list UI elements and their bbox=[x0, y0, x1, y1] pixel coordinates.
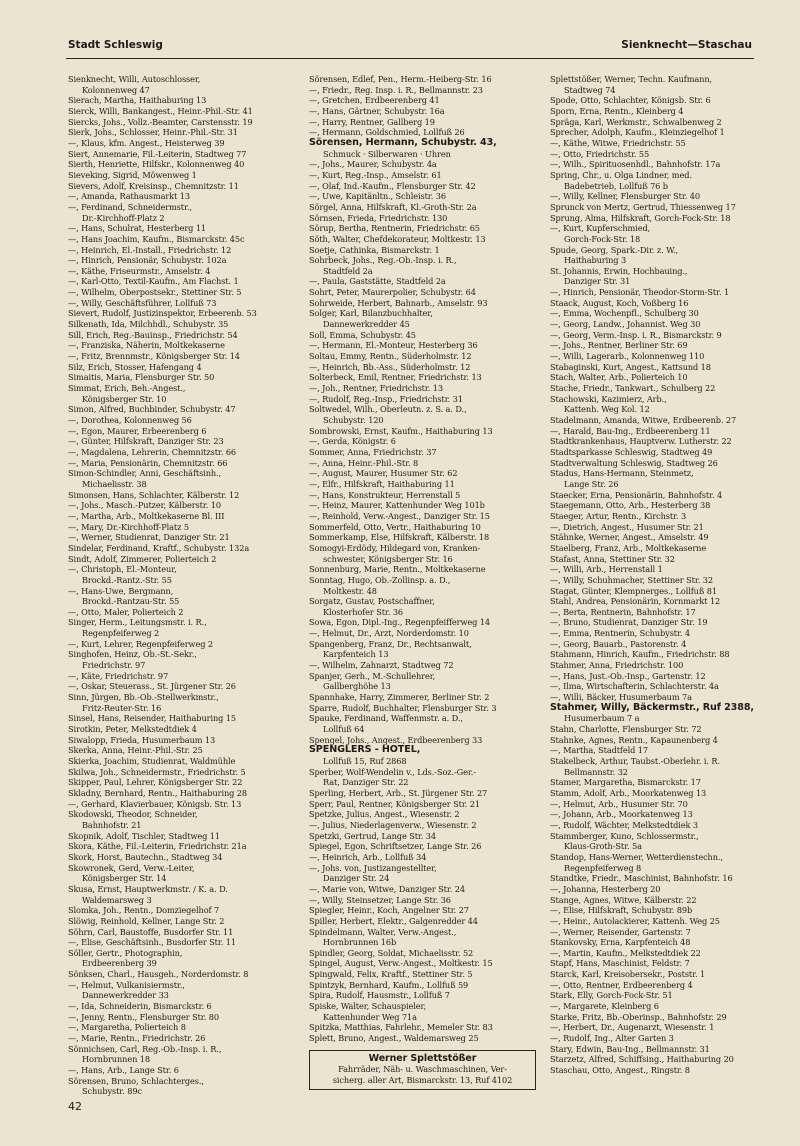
directory-entry: Sprunck von Mertz, Gertrud, Thiessenweg 17 bbox=[550, 201, 736, 212]
directory-entry: Spitzka, Matthias, Fahrlehr., Memeler Str. 83 bbox=[309, 1022, 493, 1033]
page-number: 42 bbox=[68, 1100, 82, 1113]
directory-entry: Solger, Karl, Bilanzbuchhalter, bbox=[309, 308, 433, 319]
directory-entry: Stadtsparkasse Schleswig, Stadtweg 49 bbox=[550, 446, 713, 457]
directory-entry: —, Willi, Bäcker, Husumerbaum 7a bbox=[550, 692, 692, 703]
directory-entry: Rat, Danziger Str. 22 bbox=[323, 777, 409, 788]
directory-entry: Sowa, Egon, Dipl.-Ing., Regenpfeifferweg 14 bbox=[309, 617, 490, 628]
directory-entry: Stahmer, Anna, Friedrichstr. 100 bbox=[550, 660, 684, 671]
directory-entry: Simaitis, Maria, Flensburger Str. 50 bbox=[68, 372, 215, 383]
directory-entry: Karpfenteich 13 bbox=[323, 649, 389, 660]
directory-entry: —, Margaretha, Polierteich 8 bbox=[68, 1022, 186, 1033]
directory-entry: Regenpfeiferweg 8 bbox=[564, 862, 642, 873]
directory-entry: —, Mary, Dr.-Kirchhoff-Platz 5 bbox=[68, 521, 189, 532]
ad-text: Fahrräder, Näh- u. Waschmaschinen, Ver- bbox=[338, 1064, 507, 1075]
directory-entry: —, Karl-Otto, Textil-Kaufm., Am Flachst. 1 bbox=[68, 276, 239, 287]
directory-entry: Sierck, Willi, Bankangest., Heinr.-Phil.-Str. 41 bbox=[68, 105, 253, 116]
directory-entry: Spingwald, Felix, Kraftf., Stettiner Str. 5 bbox=[309, 969, 473, 980]
directory-entry: Sörup, Bertha, Rentnerin, Friedrichstr. 65 bbox=[309, 223, 480, 234]
directory-entry: —, Paula, Gaststätte, Stadtfeld 2a bbox=[309, 276, 446, 287]
directory-entry: —, Johs., Rentner, Berliner Str. 69 bbox=[550, 340, 688, 351]
directory-entry: Badebetrieb, Lollfuß 76 b bbox=[564, 180, 668, 191]
directory-entry: Michaelisstr. 38 bbox=[82, 478, 147, 489]
directory-entry: —, Martha, Stadtfeld 17 bbox=[550, 745, 648, 756]
header-range: Sienknecht—Staschau bbox=[621, 39, 752, 51]
directory-entry: Stähnke, Werner, Angest., Amselstr. 49 bbox=[550, 532, 709, 543]
directory-entry: —, Heinrich, Bb.-Ass., Süderholmstr. 12 bbox=[309, 361, 471, 372]
directory-entry: —, Julius, Niederlagenverw., Wiesenstr. 2 bbox=[309, 819, 477, 830]
directory-entry: Staeger, Artur, Rentn., Kirchstr. 3 bbox=[550, 510, 687, 521]
directory-entry: —, Dietrich, Angest., Husumer Str. 21 bbox=[550, 521, 704, 532]
directory-entry: Stammberger, Kuno, Schlossermstr., bbox=[550, 830, 699, 841]
directory-entry: Silkenath, Ida, Milchhdl., Schubystr. 35 bbox=[68, 319, 229, 330]
directory-entry: Stamer, Margaretha, Bismarckstr. 17 bbox=[550, 777, 701, 788]
directory-entry: —, Johs. von, Justizangestellter, bbox=[309, 862, 437, 873]
directory-entry: —, Helmut, Vulkanisiermstr., bbox=[68, 979, 185, 990]
directory-entry: Staegemann, Otto, Arb., Hesterberg 38 bbox=[550, 500, 711, 511]
directory-entry: Stach, Walter, Arb., Polierteich 10 bbox=[550, 372, 688, 383]
directory-entry: Stadtkrankenhaus, Hauptverw. Lutherstr. 22 bbox=[550, 436, 732, 447]
directory-entry: —, Ilma, Wirtschafterin, Schlachterstr. 4a bbox=[550, 681, 719, 692]
directory-entry: —, Willy, Steinsetzer, Lange Str. 36 bbox=[309, 894, 451, 905]
directory-entry: —, Hans-Uwe, Bergmann, bbox=[68, 585, 174, 596]
advertisement-box bbox=[309, 1050, 536, 1090]
directory-entry: —, Egon, Maurer, Erbeerenberg 6 bbox=[68, 425, 207, 436]
directory-entry: —, Ida, Schneiderin, Bismarckstr. 6 bbox=[68, 1001, 212, 1012]
ad-text: sicherg. aller Art, Bismarckstr. 13, Ruf 4102 bbox=[332, 1075, 513, 1086]
directory-entry: Simon, Alfred, Buchbinder, Schubystr. 47 bbox=[68, 404, 236, 415]
directory-entry: Kattenhunder Weg 71a bbox=[323, 1011, 417, 1022]
directory-entry: Schmuck · Silberwaren · Uhren bbox=[323, 148, 451, 159]
directory-entry: —, Martha, Arb., Moltkekaserne Bl. III bbox=[68, 510, 225, 521]
directory-entry: Sonnenburg, Marie, Rentn., Moltkekaserne bbox=[309, 564, 486, 575]
directory-entry: —, Ferdinand, Schneidermstr., bbox=[68, 201, 192, 212]
directory-entry: —, Georg, Landw., Johannist. Weg 30 bbox=[550, 319, 701, 330]
directory-entry: Lange Str. 26 bbox=[564, 478, 619, 489]
directory-entry: Sperr, Paul, Rentner, Königsberger Str. 21 bbox=[309, 798, 480, 809]
directory-entry: Skilwa, Joh., Schneidermstr., Friedrichstr. 5 bbox=[68, 766, 246, 777]
directory-entry: —, Oskar, Steuerass., St. Jürgener Str. 26 bbox=[68, 681, 236, 692]
directory-entry: —, Helmut, Arb., Husumer Str. 70 bbox=[550, 798, 688, 809]
directory-entry: Spode, Otto, Schlachter, Königsb. Str. 6 bbox=[550, 95, 711, 106]
directory-entry: Stapf, Hans, Maschinist, Feldstr. 7 bbox=[550, 958, 690, 969]
directory-entry: Sinn, Jürgen, Bb.-Ob.-Stellwerkmstr., bbox=[68, 692, 219, 703]
directory-entry: —, Emma, Wochenpfl., Schulberg 30 bbox=[550, 308, 699, 319]
directory-entry: Königsberger Str. 10 bbox=[82, 393, 167, 404]
directory-entry: —, Heinrich, Arb., Lollfuß 34 bbox=[309, 851, 427, 862]
directory-entry: Sommerfeld, Otto, Vertr., Haithaburing 10 bbox=[309, 521, 481, 532]
directory-entry: Kattenh. Weg Kol. 12 bbox=[564, 404, 650, 415]
directory-entry: —, Marie, Rentn., Friedrichstr. 26 bbox=[68, 1033, 206, 1044]
directory-entry: Singer, Herm., Leitungsmstr. i. R., bbox=[68, 617, 207, 628]
directory-entry: Sombrowski, Ernst, Kaufm., Haithaburing 13 bbox=[309, 425, 493, 436]
directory-entry: Soltwedel, Wilh., Oberleutn. z. S. a. D., bbox=[309, 404, 467, 415]
directory-entry: Stahl, Andrea, Pensionärin, Kornmarkt 12 bbox=[550, 596, 721, 607]
directory-entry: Spannhake, Harry, Zimmerer, Berliner Str. 2 bbox=[309, 692, 490, 703]
directory-entry: Spindelmann, Walter, Verw.-Angest., bbox=[309, 926, 457, 937]
directory-entry: Simmat, Erich, Beh.-Angest., bbox=[68, 383, 186, 394]
directory-entry: —, Elfr., Hilfskraft, Haithaburing 11 bbox=[309, 478, 455, 489]
directory-entry: Moltkestr. 48 bbox=[323, 585, 377, 596]
directory-entry: Sparre, Rudolf, Buchhalter, Flensburger Str. 3 bbox=[309, 702, 497, 713]
directory-entry: Sönnichsen, Carl, Reg.-Ob.-Insp. i. R., bbox=[68, 1043, 222, 1054]
directory-entry: —, Johs., Masch.-Putzer, Kälberstr. 10 bbox=[68, 500, 221, 511]
directory-entry: Sörensen, Edlef, Pen., Herm.-Heiberg-Str. 16 bbox=[309, 74, 492, 84]
directory-entry: —, Friedr., Reg. Insp. i. R., Bellmannstr. 23 bbox=[309, 84, 483, 95]
directory-entry: —, Joh., Rentner, Friedrichstr. 13 bbox=[309, 383, 444, 394]
directory-entry: —, Otto, Friedrichstr. 55 bbox=[550, 148, 650, 159]
directory-entry: —, Hinrich, Pensionär, Schubystr. 102a bbox=[68, 255, 227, 266]
directory-entry: Spintzyk, Bernhard, Kaufm., Lollfuß 59 bbox=[309, 979, 469, 990]
directory-entry: —, Johs., Maurer, Schubystr. 4a bbox=[309, 159, 437, 170]
directory-entry: Staschau, Otto, Angest., Ringstr. 8 bbox=[550, 1065, 690, 1076]
directory-entry: Sindt, Adolf, Zimmerer, Polierteich 2 bbox=[68, 553, 217, 564]
directory-entry: —, Hans, Gärtner, Schubystr. 16a bbox=[309, 105, 445, 116]
directory-entry: schwester, Königsberger Str. 16 bbox=[323, 553, 453, 564]
directory-entry: —, Willi, Arb., Herrenstall 1 bbox=[550, 564, 663, 575]
directory-entry: Splettstößer, Werner, Techn. Kaufmann, bbox=[550, 74, 712, 84]
directory-entry: Königsberger Str. 14 bbox=[82, 873, 167, 884]
directory-entry: —, Hermann, Goldschmied, Lollfuß 26 bbox=[309, 127, 465, 138]
directory-entry: Stahn, Charlotte, Flensburger Str. 72 bbox=[550, 724, 702, 735]
directory-entry: Stadtweg 74 bbox=[564, 84, 616, 95]
directory-entry: —, Johanna, Hesterberg 20 bbox=[550, 883, 661, 894]
directory-entry: Stamm, Adolf, Arb., Moorkatenweg 13 bbox=[550, 787, 707, 798]
directory-entry-bold: Sörensen, Hermann, Schubystr. 43, bbox=[309, 136, 497, 148]
directory-entry: —, Otto, Rentner, Erdbeerenberg 4 bbox=[550, 979, 693, 990]
directory-entry: Siwalopp, Frieda, Husumerbaum 13 bbox=[68, 734, 216, 745]
directory-entry: Stachowski, Kazimierz, Arb., bbox=[550, 393, 667, 404]
directory-entry: Sirotkin, Peter, Melkstedtdiek 4 bbox=[68, 724, 197, 735]
directory-entry: —, Dorothea, Kolonnenweg 56 bbox=[68, 415, 192, 425]
directory-entry: Skierka, Joachim, Studienrat, Waldmühle bbox=[68, 756, 236, 766]
directory-entry: Dr.-Kirchhoff-Platz 2 bbox=[82, 212, 165, 223]
directory-entry: —, Marie von, Witwe, Danziger Str. 24 bbox=[309, 883, 465, 894]
directory-entry: —, Amanda, Rathausmarkt 13 bbox=[68, 191, 190, 202]
directory-entry: Dannewerkredder 33 bbox=[82, 990, 169, 1001]
directory-entry: Splett, Bruno, Angest., Waldemarsweg 25 bbox=[309, 1033, 479, 1044]
directory-entry: Standop, Hans-Werner, Wetterdienstechn., bbox=[550, 851, 723, 862]
directory-entry: —, Georg, Verm.-Insp. i. R., Bismarckstr. 9 bbox=[550, 329, 722, 340]
directory-entry: Stange, Agnes, Witwe, Kälberstr. 22 bbox=[550, 894, 697, 905]
directory-entry: Sonntag, Hugo, Ob.-Zollinsp. a. D., bbox=[309, 574, 451, 585]
ad-title: Werner Splettstößer bbox=[368, 1052, 477, 1064]
directory-entry: Klosterhofer Str. 36 bbox=[323, 606, 404, 617]
directory-entry: —, Käthe, Witwe, Friedrichstr. 55 bbox=[550, 137, 686, 148]
directory-entry: Danziger Str. 24 bbox=[323, 873, 390, 884]
directory-entry: Skladny, Bernhard, Rentn., Haithaburing 28 bbox=[68, 787, 248, 798]
directory-entry: Waldemarsweg 3 bbox=[82, 894, 152, 905]
directory-entry: Soltau, Emmy, Rentn., Süderholmstr. 12 bbox=[309, 351, 472, 362]
directory-entry: —, Johann, Arb., Moorkatenweg 13 bbox=[550, 809, 693, 820]
directory-entry: —, Harry, Rentner, Gallberg 19 bbox=[309, 116, 435, 127]
directory-entry: —, Hans Joachim, Kaufm., Bismarckstr. 45c bbox=[68, 233, 245, 244]
directory-entry: —, Herbert, Dr., Augenarzt, Wiesenstr. 1 bbox=[550, 1022, 715, 1033]
directory-entry: Sohrbeck, Johs., Reg.-Ob.-Insp. i. R., bbox=[309, 255, 457, 266]
directory-entry: Söth, Walter, Chefdekorateur, Moltkestr. 13 bbox=[309, 233, 486, 244]
directory-entry: —, Heinz, Maurer, Kattenhunder Weg 101b bbox=[309, 500, 485, 511]
directory-entry: —, Hermann, El.-Monteur, Hesterberg 36 bbox=[309, 340, 478, 351]
directory-entry: —, Heinrich, El.-Install., Friedrichstr. 12 bbox=[68, 244, 232, 255]
directory-entry: Starke, Fritz, Bb.-Oberinsp., Bahnhofstr. 29 bbox=[550, 1011, 727, 1022]
directory-entry: —, Rudolf, Ing., Alter Garten 3 bbox=[550, 1033, 674, 1044]
directory-entry: Spiegel, Egon, Schriftsetzer, Lange Str. 26 bbox=[309, 841, 482, 852]
directory-entry: —, Helmut, Dr., Arzt, Norderdomstr. 10 bbox=[309, 628, 469, 639]
directory-entry: Spetzke, Julius, Angest., Wiesenstr. 2 bbox=[309, 809, 460, 820]
directory-entry: —, Willy, Schuhmacher, Stettiner Str. 32 bbox=[550, 574, 713, 585]
directory-entry: Hornbrunnen 18 bbox=[82, 1054, 150, 1065]
directory-entry: —, Hans, Konstrukteur, Herrenstall 5 bbox=[309, 489, 461, 500]
directory-entry: Spiller, Herbert, Elektr., Galgenredder 44 bbox=[309, 915, 478, 926]
directory-entry: Sierk, Johs., Schlosser, Heinr.-Phil.-Str. 31 bbox=[68, 127, 238, 138]
directory-entry: —, Rudolf, Wächter, Melkstedtdiek 3 bbox=[550, 819, 699, 830]
directory-entry: Staecker, Erna, Pensionärin, Bahnhofstr. 4 bbox=[550, 489, 723, 500]
directory-entry: Solterbeck, Emil, Rentner, Friedrichstr. 13 bbox=[309, 372, 482, 383]
directory-entry: Sperber, Wolf-Wendelin v., Lds.-Soz.-Ger.- bbox=[309, 766, 476, 777]
directory-entry: —, Hans, Schulrat, Hesterberg 11 bbox=[68, 223, 207, 234]
directory-entry: Sievert, Rudolf, Justizinspektor, Erbeerenb. 53 bbox=[68, 308, 257, 319]
directory-entry: Sprecher, Adolph, Kaufm., Kleinziegelhof 1 bbox=[550, 127, 725, 138]
directory-entry: Simon-Schindler, Anni, Geschäftsinh., bbox=[68, 468, 222, 479]
directory-entry: Skipper, Paul, Lehrer, Königsberger Str. 22 bbox=[68, 777, 243, 788]
directory-entry: —, Hans, Just.-Ob.-Insp., Gartenstr. 12 bbox=[550, 670, 706, 681]
directory-entry: Slöwig, Reinhold, Kellner, Lange Str. 2 bbox=[68, 915, 225, 926]
directory-entry: —, Anna, Heinr.-Phil.-Str. 8 bbox=[309, 457, 419, 468]
directory-entry: Söhrn, Carl, Baustoffe, Busdorfer Str. 11 bbox=[68, 926, 234, 937]
directory-entry: —, Kurt, Reg.-Insp., Amselstr. 61 bbox=[309, 169, 442, 180]
directory-entry: Sporn, Erna, Rentn., Kleinberg 4 bbox=[550, 105, 684, 116]
directory-entry: —, Käthe, Friseurmstr., Amselstr. 4 bbox=[68, 265, 211, 276]
directory-entry: —, Olaf, Ind.-Kaufm., Flensburger Str. 42 bbox=[309, 180, 476, 191]
directory-entry: Spanjer, Gerh., M.-Schullehrer, bbox=[309, 670, 436, 681]
directory-entry: —, Reinhold, Verw.-Angest., Danziger Str. 15 bbox=[309, 510, 490, 521]
directory-entry: Lollfuß 64 bbox=[323, 724, 365, 735]
directory-entry: —, Wilhelm, Zahnarzt, Stadtweg 72 bbox=[309, 660, 454, 671]
directory-entry: Skusa, Ernst, Hauptwerkmstr. / K. a. D. bbox=[68, 883, 228, 894]
directory-entry: Stache, Friedr., Tankwart., Schulberg 22 bbox=[550, 383, 716, 394]
directory-entry-bold: SPENGLERS - HOTEL, bbox=[309, 744, 421, 756]
directory-entry: Söller, Gertr., Photographin, bbox=[68, 947, 183, 958]
directory-entry: Spräga, Karl, Werkmstr., Schwalbenweg 2 bbox=[550, 116, 722, 127]
directory-entry: Stadus, Hans-Hermann, Steinmetz, bbox=[550, 468, 694, 479]
directory-entry: —, Wilh., Spirituosenhdl., Bahnhofstr. 17a bbox=[550, 159, 721, 170]
directory-entry: Regenpfeiferweg 2 bbox=[82, 628, 160, 639]
directory-entry: Starzetz, Alfred, Schiffsing., Haithaburing 20 bbox=[550, 1054, 734, 1065]
directory-entry: Sohrt, Peter, Maurerpolier, Schubystr. 64 bbox=[309, 287, 476, 298]
directory-entry: Spude, Georg, Spark.-Dir. z. W., bbox=[550, 244, 678, 255]
directory-entry: Skopnik, Adolf, Tischler, Stadtweg 11 bbox=[68, 830, 220, 841]
directory-entry: Sörnsen, Frieda, Friedrichstr. 130 bbox=[309, 212, 448, 223]
directory-entry: Sierach, Martha, Haithaburing 13 bbox=[68, 95, 207, 106]
directory-entry: —, Kurt, Lehrer, Regenpfeiferweg 2 bbox=[68, 638, 213, 649]
directory-entry: —, Otto, Maler, Polierteich 2 bbox=[68, 606, 184, 617]
directory-entry: Skodowski, Theodor, Schneider, bbox=[68, 809, 198, 820]
directory-entry: —, Jenny, Rentn., Flensburger Str. 80 bbox=[68, 1011, 219, 1022]
directory-entry: Sohrweide, Herbert, Bahnarb., Amselstr. 93 bbox=[309, 297, 488, 308]
directory-entry: Simonsen, Hans, Schlachter, Kälberstr. 12 bbox=[68, 489, 240, 500]
directory-entry: —, Willy, Kellner, Flensburger Str. 40 bbox=[550, 191, 700, 202]
directory-entry: Skora, Käthe, Fil.-Leiterin, Friedrichstr. 21a bbox=[68, 841, 247, 852]
directory-entry: Spindler, Georg, Soldat, Michaelisstr. 52 bbox=[309, 947, 474, 958]
directory-entry: —, Elise, Hilfskraft, Schubystr. 89b bbox=[550, 905, 693, 916]
directory-column-2 bbox=[309, 74, 542, 1086]
directory-entry: Staelberg, Franz, Arb., Moltkekaserne bbox=[550, 542, 707, 553]
directory-entry: Stadelmann, Amanda, Witwe, Erdbeerenb. 27 bbox=[550, 415, 737, 425]
directory-entry: Stary, Edwin, Bau-Ing., Bellmannstr. 31 bbox=[550, 1043, 710, 1054]
directory-entry: Standtke, Friedr., Maschinist, Bahnhofstr. 16 bbox=[550, 873, 733, 884]
directory-entry: —, Wilhelm, Oberpostsekr., Stettiner Str. 5 bbox=[68, 287, 242, 298]
directory-entry: Sönksen, Charl., Hausgeh., Norderdomstr. 8 bbox=[68, 969, 249, 980]
directory-entry: —, Günter, Hilfskraft, Danziger Str. 23 bbox=[68, 436, 224, 447]
directory-entry: Spring, Chr., u. Olga Lindner, med. bbox=[550, 169, 692, 180]
directory-column-3 bbox=[550, 74, 782, 1078]
directory-entry: Stark, Elly, Gorch-Fock-Str. 51 bbox=[550, 990, 673, 1001]
directory-entry: Sierth, Henriette, Hilfskr., Kolonnenweg 40 bbox=[68, 159, 245, 170]
directory-entry: Brockd.-Rantz.-Str. 55 bbox=[82, 574, 172, 585]
directory-entry: Singhofen, Heinz, Ob.-St.-Sekr., bbox=[68, 649, 197, 660]
directory-entry: Siercks, Johs., Vollz.-Beamter, Carstensstr. 19 bbox=[68, 116, 253, 127]
directory-entry: Haithaburing 3 bbox=[564, 255, 627, 266]
directory-entry: Bellmannstr. 32 bbox=[564, 766, 628, 777]
directory-entry: Spetzki, Gertrud, Lange Str. 34 bbox=[309, 830, 437, 841]
directory-entry: —, Gerda, Königstr. 6 bbox=[309, 436, 396, 447]
directory-entry: Spiske, Walter, Schauspieler, bbox=[309, 1001, 426, 1012]
directory-entry: —, Kurt, Kupferschmied, bbox=[550, 223, 651, 234]
directory-entry: —, Berta, Rentnerin, Bahnhofstr. 17 bbox=[550, 606, 696, 617]
directory-entry: Hornbrunnen 16b bbox=[323, 937, 397, 948]
directory-entry: —, Werner, Studienrat, Danziger Str. 21 bbox=[68, 532, 230, 543]
directory-entry: Staack, August, Koch, Voßberg 16 bbox=[550, 297, 689, 308]
directory-entry: —, Emma, Rentnerin, Schubystr. 4 bbox=[550, 628, 691, 639]
directory-entry: —, Rudolf, Reg.-Insp., Friedrichstr. 31 bbox=[309, 393, 463, 404]
directory-entry: Sörensen, Bruno, Schlachterges., bbox=[68, 1075, 204, 1086]
running-header bbox=[68, 39, 752, 55]
directory-entry: Stakelbeck, Arthur, Taubst.-Oberlehr. i. R. bbox=[550, 756, 720, 766]
directory-entry: Gallberghöhe 13 bbox=[323, 681, 391, 692]
directory-entry: —, Uwe, Kapitänltn., Schleistr. 36 bbox=[309, 191, 446, 202]
directory-entry: —, Harald, Bau-Ing., Erdbeerenberg 11 bbox=[550, 425, 711, 436]
header-rule bbox=[66, 58, 754, 59]
directory-entry: Stabaginski, Kurt, Angest., Kattsund 18 bbox=[550, 361, 711, 372]
directory-entry: Sievers, Adolf, Kreisinsp., Chemnitzstr. 11 bbox=[68, 180, 239, 191]
directory-entry: —, Martin, Kaufm., Melkstedtdiek 22 bbox=[550, 947, 701, 958]
directory-entry: —, Christoph, El.-Monteur, bbox=[68, 564, 177, 575]
directory-entry-bold: Stahmer, Willy, Bäckermstr., Ruf 2388, bbox=[550, 701, 754, 713]
directory-entry: —, Willy, Geschäftsführer, Lollfuß 73 bbox=[68, 297, 217, 308]
directory-entry: Fritz-Reuter-Str. 16 bbox=[82, 702, 162, 713]
directory-entry: —, Hinrich, Pensionär, Theodor-Storm-Str. 1 bbox=[550, 287, 730, 298]
directory-entry: Danziger Str. 31 bbox=[564, 276, 631, 287]
directory-entry: Erdbeerenberg 39 bbox=[82, 958, 157, 969]
directory-entry: Sill, Erich, Reg.-Bauinsp., Friedrichstr. 54 bbox=[68, 329, 238, 340]
directory-entry: Silz, Erich, Stosser, Hafengang 4 bbox=[68, 361, 202, 372]
directory-entry: Spangenberg, Franz, Dr., Rechtsanwalt, bbox=[309, 638, 472, 649]
directory-entry: —, Bruno, Studienrat, Danziger Str. 19 bbox=[550, 617, 708, 628]
directory-entry: Spira, Rudolf, Hausmstr., Lollfuß 7 bbox=[309, 990, 450, 1001]
directory-entry: Stahmann, Hinrich, Kaufm., Friedrichstr. 88 bbox=[550, 649, 730, 660]
directory-entry: Bahnhofstr. 21 bbox=[82, 819, 142, 830]
directory-entry: Sprung, Alma, Hilfskraft, Gorch-Fock-Str. 18 bbox=[550, 212, 731, 223]
directory-entry: Skork, Horst, Bautechn., Stadtweg 34 bbox=[68, 851, 223, 862]
directory-entry: Soll, Emma, Schubystr. 45 bbox=[309, 329, 416, 340]
directory-entry: —, Gretchen, Erdbeerenberg 41 bbox=[309, 95, 440, 106]
header-city: Stadt Schleswig bbox=[68, 39, 163, 51]
directory-entry: Kolonnenweg 47 bbox=[82, 84, 150, 95]
directory-entry: Stafast, Anna, Stettiner Str. 32 bbox=[550, 553, 675, 564]
directory-entry: Somogyi-Erdödy, Hildegard von, Kranken- bbox=[309, 542, 481, 553]
directory-entry: Sommer, Anna, Friedrichstr. 37 bbox=[309, 446, 437, 457]
directory-entry: —, Magdalena, Lehrerin, Chemnitzstr. 66 bbox=[68, 446, 237, 457]
directory-entry: Sperling, Herbert, Arb., St. Jürgener Str. 27 bbox=[309, 787, 488, 798]
directory-entry: Stahnke, Agnes, Rentn., Kapaunenberg 4 bbox=[550, 734, 718, 745]
directory-entry: —, Fritz, Brennmstr., Königsberger Str. 14 bbox=[68, 351, 240, 362]
directory-entry: —, Gerhard, Klavierbauer, Königsb. Str. 13 bbox=[68, 798, 242, 809]
directory-entry: Stagat, Günter, Klempnerges., Lollfuß 81 bbox=[550, 585, 717, 596]
directory-entry: Stankovsky, Erna, Karpfenteich 48 bbox=[550, 937, 691, 948]
directory-entry: Dannewerkredder 45 bbox=[323, 319, 410, 330]
directory-entry: Skerka, Anna, Heinr.-Phil.-Str. 25 bbox=[68, 745, 203, 756]
directory-entry: Sörgel, Anna, Hilfskraft, Kl.-Groth-Str. 2a bbox=[309, 201, 477, 212]
directory-entry: —, Käte, Friedrichstr. 97 bbox=[68, 670, 169, 681]
directory-column-1 bbox=[68, 74, 302, 1097]
directory-entry: Sienknecht, Willi, Autoschlosser, bbox=[68, 74, 201, 84]
directory-entry: Sommerkamp, Else, Hilfskraft, Kälberstr. 18 bbox=[309, 532, 490, 543]
directory-entry: Skowronek, Gerd, Verw.-Leiter, bbox=[68, 862, 195, 873]
directory-entry: Spingel, August, Verw.-Angest., Moltkestr. 15 bbox=[309, 958, 493, 969]
directory-entry: Spiegler, Heinr., Koch, Angelner Str. 27 bbox=[309, 905, 469, 916]
directory-entry: Starck, Karl, Kreisobersekr., Poststr. 1 bbox=[550, 969, 706, 980]
directory-entry: —, Franziska, Näherin, Moltkekaserne bbox=[68, 340, 225, 351]
directory-entry: —, Maria, Pensionärin, Chemnitzstr. 66 bbox=[68, 457, 228, 468]
directory-entry: —, Willi, Lagerarb., Kolonnenweg 110 bbox=[550, 351, 705, 362]
directory-entry: Spengel, Johs., Angest., Erdbeerenberg 33 bbox=[309, 734, 483, 745]
directory-entry: Schubystr. 89c bbox=[82, 1086, 142, 1097]
directory-entry: —, Klaus, kfm. Angest., Heisterweg 39 bbox=[68, 137, 225, 148]
directory-entry: Lollfuß 15, Ruf 2868 bbox=[323, 756, 407, 766]
directory-entry: —, August, Maurer, Husumer Str. 62 bbox=[309, 468, 458, 479]
directory-entry: —, Werner, Reisender, Gartenstr. 7 bbox=[550, 926, 691, 937]
directory-entry: Sorgatz, Gustav, Postschaffner, bbox=[309, 596, 435, 607]
directory-entry: Brockd.-Rantzau-Str. 55 bbox=[82, 596, 180, 607]
directory-entry: Soetje, Cathinka, Bismarckstr. 1 bbox=[309, 244, 440, 255]
directory-entry: Slomka, Joh., Rentn., Domziegelhof 7 bbox=[68, 905, 220, 916]
directory-entry: Schubystr. 120 bbox=[323, 415, 384, 425]
directory-entry: Husumerbaum 7 a bbox=[564, 713, 640, 724]
directory-entry: —, Elise, Geschäftsinh., Busdorfer Str. 11 bbox=[68, 937, 236, 948]
directory-entry: Sinsel, Hans, Reisender, Haithaburing 15 bbox=[68, 713, 236, 724]
directory-entry: Stadtverwaltung Schleswig, Stadtweg 26 bbox=[550, 457, 718, 468]
directory-entry: —, Margarete, Kleinberg 6 bbox=[550, 1001, 659, 1012]
directory-entry: Siert, Annemarie, Fil.-Leiterin, Stadtweg 77 bbox=[68, 148, 247, 159]
directory-entry: —, Georg, Bauarb., Pastorenstr. 4 bbox=[550, 638, 687, 649]
directory-entry: Sindelar, Ferdinand, Kraftf., Schubystr. 132a bbox=[68, 542, 250, 553]
directory-entry: Friedrichstr. 97 bbox=[82, 660, 146, 671]
directory-entry: Sieveking, Sigrid, Möwenweg 1 bbox=[68, 169, 197, 180]
directory-entry: Klaus-Groth-Str. 5a bbox=[564, 841, 642, 852]
directory-entry: —, Hans, Arb., Lange Str. 6 bbox=[68, 1065, 179, 1076]
directory-entry: —, Heinr., Autolackierer, Kattenh. Weg 25 bbox=[550, 915, 720, 926]
directory-entry: Gorch-Fock-Str. 18 bbox=[564, 233, 641, 244]
directory-entry: St. Johannis, Erwin, Hochbauing., bbox=[550, 265, 688, 276]
directory-entry: Spauke, Ferdinand, Waffenmstr. a. D., bbox=[309, 713, 463, 724]
directory-entry: Stadtfeld 2a bbox=[323, 265, 373, 276]
